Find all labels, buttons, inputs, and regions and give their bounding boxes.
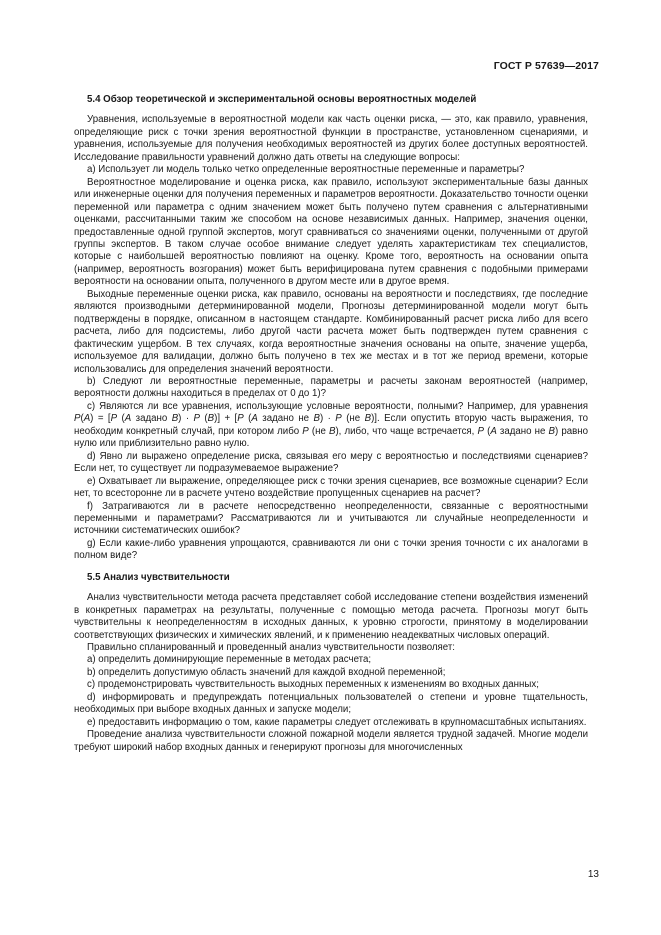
standard-header: ГОСТ Р 57639—2017 <box>493 60 599 72</box>
list-item: а) определить доминирующие переменные в методах расчета; <box>87 654 372 666</box>
paragraph: d) Явно ли выражено определение риска, связывая его меру с вероятностью и последствиями сценариев? Если нет, то существует ли подразумеваемое выражение? <box>74 450 588 475</box>
list-item: e) предоставить информацию о том, какие параметры следует отслеживать в крупномасштабных испытаниях. <box>87 716 587 728</box>
paragraph: Выходные переменные оценки риска, как правило, основаны на вероятности и последствиях, где последние являются производными детерминированной модели, Прогнозы детерминированной модели могут быть подтверждены в порядке, описанном в настоящем стандарте. Комбинированный расчет риска либо для всего расчета, либо для подсистемы, либо другой части расчета может быть подтвержден путем сравнения с фактическим ущербом. В тех случаях, когда вероятностные значения основаны на опыте, значение ущерба, используемое для валидации, должно быть получено в тех же местах и в тот же период времени, которые использовались для определения значений вероятности. <box>74 288 588 375</box>
list-item: b) определить допустимую область значений для каждой входной переменной; <box>87 666 446 678</box>
paragraph: Вероятностное моделирование и оценка риска, как правило, используют экспериментальные базы данных или инженерные оценки для получения переменных и параметров вероятности. Доказательство точности оценки переменной или параметра с одним значением может быть получено путем сравнения с альтернативными оценками, рассчитанными таким же способом на основе независимых данных. Например, значения оценки, предоставленные одной группой экспертов, могут сравниваться со значениями оценки, полученными от другой группы экспертов. В таком случае особое внимание следует уделять характеристикам тех специалистов, которые с наибольшей вероятностью повлияют на оценку. Кроме того, вероятность на основании опыта (например, вероятность возгорания) может быть верифицирована путем сравнения с подобными примерами вероятности на основании опыта, полученного в другом месте или в другое время. <box>74 176 588 288</box>
page-number: 13 <box>587 869 599 880</box>
paragraph: e) Охватывает ли выражение, определяющее риск с точки зрения сценариев, все возможные сценарии? Если нет, то всесторонне ли в расчете учтено воздействие пропущенных сценариев на расчет? <box>74 475 588 500</box>
section-5-4-title: 5.4 Обзор теоретической и экспериментальной основы вероятностных моделей <box>87 94 477 105</box>
paragraph: Уравнения, используемые в вероятностной модели как часть оценки риска, — это, как правило, уравнения, определяющие риск с точки зрения вероятностной функции в пространстве, установленном сценариями, и уравнения, используемые для получения необходимых вероятностей из других более доступных вероятностей. Исследование правильности уравнений должно дать ответы на следующие вопросы: <box>74 114 588 163</box>
paragraph: b) Следуют ли вероятностные переменные, параметры и расчеты законам вероятностей (например, вероятности должны находиться в пределах от 0 до 1)? <box>74 375 588 400</box>
paragraph: f) Затрагиваются ли в расчете непосредственно неопределенности, связанные с вероятностными переменными и параметрами? Рассматриваются ли и учитываются ли случайные неопределенности и источники систематических ошибок? <box>74 500 588 537</box>
page-content <box>74 94 588 754</box>
paragraph: Анализ чувствительности метода расчета представляет собой исследование степени воздействия изменений в конкретных параметрах на результаты, полученные с помощью метода расчета. Прогнозы могут быть чувствительны к неопределенностям в исходных данных, к уровню строгости, принятому в моделировании соответствующих физических и химических явлений, и к применению неадекватных числовых операций. <box>74 592 588 641</box>
paragraph: a) Использует ли модель только четко определенные вероятностные переменные и параметры? <box>87 164 525 176</box>
list-item: c) продемонстрировать чувствительность выходных переменных к изменениям во входных данных; <box>87 679 539 691</box>
section-5-5-title: 5.5 Анализ чувствительности <box>87 571 230 583</box>
paragraph: Правильно спланированный и проведенный анализ чувствительности позволяет: <box>87 642 455 654</box>
paragraph-formula: c) Являются ли все уравнения, использующие условные вероятности, полными? Например, для уравнения P(A) = [P (A задано B) · P (B)] + [P (A задано не B) · P (не B)]. Если опустить вторую часть выражения, то необходим конкретный случай, при котором либо P (не B), либо, что чаще встречается, P (A задано не B) равно нулю или приблизительно равно нулю. <box>74 400 589 450</box>
paragraph: g) Если какие-либо уравнения упрощаются, сравниваются ли они с точки зрения точности с их аналогами в полном виде? <box>74 537 588 562</box>
list-item: d) информировать и предупреждать потенциальных пользователей о степени и уровне тщательность, необходимых при выборе входных данных и запуске модели; <box>74 691 588 716</box>
paragraph: Проведение анализа чувствительности сложной пожарной модели является трудной задачей. Многие модели требуют широкий набор входных данных и генерируют прогнозы для многочисленных <box>74 729 588 753</box>
